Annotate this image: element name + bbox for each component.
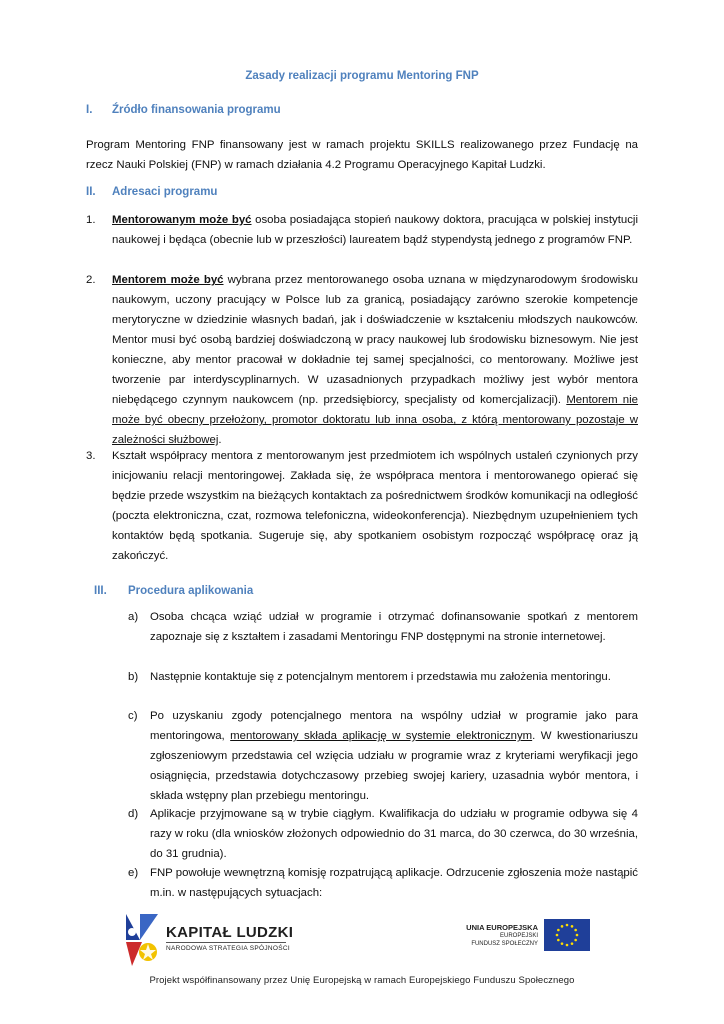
list-marker: c) bbox=[128, 710, 138, 722]
list-item-text: Osoba chcąca wziąć udział w programie i otrzymać dofinansowanie spotkań z mentorem zapoznaje się z kształtem i zasadami Mentoringu FNP dostępnymi na stronie internetowej. bbox=[150, 611, 638, 643]
kapital-ludzki-logo bbox=[118, 910, 293, 970]
list-marker: 2. bbox=[86, 274, 96, 286]
list-item-text bbox=[112, 210, 638, 250]
kapital-ludzki-title: KAPITAŁ LUDZKI bbox=[166, 924, 294, 941]
list-marker: a) bbox=[128, 611, 139, 623]
section-3-number: III. bbox=[94, 585, 107, 597]
eu-flag-icon bbox=[544, 919, 590, 951]
item-tail: . bbox=[218, 434, 222, 446]
eu-star bbox=[566, 924, 569, 927]
section-1-heading bbox=[86, 104, 646, 120]
kapital-ludzki-emblem-icon bbox=[118, 910, 162, 968]
list-marker: 3. bbox=[86, 450, 96, 462]
logo-divider bbox=[166, 942, 286, 943]
section-1-number: I. bbox=[86, 104, 93, 116]
eu-star bbox=[557, 939, 560, 942]
eu-star bbox=[556, 934, 559, 937]
eu-line-1: EUROPEJSKI bbox=[499, 933, 538, 939]
section-2-heading bbox=[86, 186, 646, 202]
item-lead: Mentorem może być bbox=[112, 274, 224, 286]
section-1-title: Źródło finansowania programu bbox=[112, 104, 281, 116]
section-2-title: Adresaci programu bbox=[112, 186, 218, 198]
list-item-text: FNP powołuje wewnętrzną komisję rozpatrującą aplikacje. Odrzucenie zgłoszenia może nastąpić m.in. w następujących sytuacjach: bbox=[150, 867, 638, 899]
item-body: . W kwestionariuszu zgłoszeniowym przedstawia cel wzięcia udziału w programie wraz z kryteriami weryfikacji jego osiągnięcia, przedstawia dotychczasowy przebieg swojej kariery, uzasadnia wybór mentora, i składa wstępny plan przebiegu mentoringu. bbox=[150, 730, 638, 802]
item-lead: Mentorowanym może być bbox=[112, 214, 252, 226]
section-1-text: Program Mentoring FNP finansowany jest w ramach projektu SKILLS realizowanego przez Fundację na rzecz Nauki Polskiej (FNP) w ramach działania 4.2 Programu Operacyjnego Kapitał Ludzki. bbox=[86, 139, 638, 171]
document-title: Zasady realizacji programu Mentoring FNP bbox=[245, 70, 479, 82]
item-body: osoba posiadająca stopień naukowy doktora, pracująca w polskiej instytucji naukowej i będąca (obecnie lub w przeszłości) laureatem bądź stypendystą jednego z programów FNP. bbox=[112, 214, 638, 246]
eu-star bbox=[561, 925, 564, 928]
list-item-text bbox=[150, 706, 638, 806]
eu-star bbox=[574, 939, 577, 942]
item-body: wybrana przez mentorowanego osoba uznana w międzynarodowym środowisku naukowym, uczony pracujący w Polsce lub za granicą, posiadający zarówno szerokie kompetencje merytoryczne w dziedzinie własnych badań, jak i doświadczenie w kształceniu młodszych naukowców. Mentor musi być osobą bardziej doświadczoną w pracy naukowej lub środowisku biznesowym. Nie jest konieczne, aby mentor pracował w dokładnie tej samej specjalności, co mentorowany. Możliwe jest tworzenie par interdyscyplinarnych. W uzasadnionych przypadkach możliwy jest wybór mentora niebędącego czynnym naukowcem (np. przedsiębiorcy, specjalisty od komercjalizacji). bbox=[112, 274, 638, 406]
eu-line-2: FUNDUSZ SPOŁECZNY bbox=[471, 941, 538, 947]
eu-star bbox=[557, 929, 560, 932]
list-item-text bbox=[112, 270, 638, 450]
list-marker: 1. bbox=[86, 214, 96, 226]
item-body-pre: Po uzyskaniu zgody potencjalnego mentora na wspólny udział w programie jako para mentoringowa, bbox=[150, 710, 638, 742]
eu-logo bbox=[456, 915, 596, 961]
eu-star bbox=[576, 934, 579, 937]
list-marker: b) bbox=[128, 671, 139, 683]
list-marker: d) bbox=[128, 808, 139, 820]
eu-star bbox=[561, 942, 564, 945]
eu-title: UNIA EUROPEJSKA bbox=[466, 923, 538, 932]
kapital-ludzki-subtitle: NARODOWA STRATEGIA SPÓJNOŚCI bbox=[166, 945, 290, 952]
section-3-heading bbox=[94, 585, 654, 601]
list-item-text: Aplikacje przyjmowane są w trybie ciągłym. Kwalifikacja do udziału w programie odbywa się 4 razy w roku (dla wniosków złożonych odpowiednio do 31 marca, do 30 czerwca, do 30 września, do 31 grudnia). bbox=[150, 808, 638, 860]
list-marker: e) bbox=[128, 867, 139, 879]
list-item-text: Następnie kontaktuje się z potencjalnym mentorem i przedstawia mu założenia mentoringu. bbox=[150, 671, 611, 683]
eu-star bbox=[566, 944, 569, 947]
eu-star bbox=[571, 942, 574, 945]
section-2-number: II. bbox=[86, 186, 96, 198]
eu-star bbox=[571, 925, 574, 928]
item-underlined-text: Mentorem nie może być obecny przełożony, promotor doktoratu lub inna osoba, z którą mentorowany pozostaje w zależności służbowej bbox=[112, 394, 639, 446]
list-item-text: Kształt współpracy mentora z mentorowanym jest przedmiotem ich wspólnych ustaleń czynionych przy inicjowaniu relacji mentoringowej. Zakłada się, że współpraca mentora i mentorowanego opierać się będzie przede wszystkim na bieżących kontaktach za pośrednictwem środków komunikacji na odległość (poczta elektroniczna, czat, rozmowa telefoniczna, wideokonferencja). Niezbędnym uzupełnieniem tych kontaktów będą spotkania. Sugeruje się, aby spotkaniem osobistym rozpocząć współpracę oraz ją zakończyć. bbox=[112, 450, 638, 562]
section-3-title: Procedura aplikowania bbox=[128, 585, 254, 597]
item-underlined-text: mentorowany składa aplikację w systemie elektronicznym bbox=[230, 730, 533, 742]
eu-star bbox=[574, 929, 577, 932]
footer-note: Projekt współfinansowany przez Unię Europejską w ramach Europejskiego Funduszu Społecznego bbox=[149, 975, 575, 986]
